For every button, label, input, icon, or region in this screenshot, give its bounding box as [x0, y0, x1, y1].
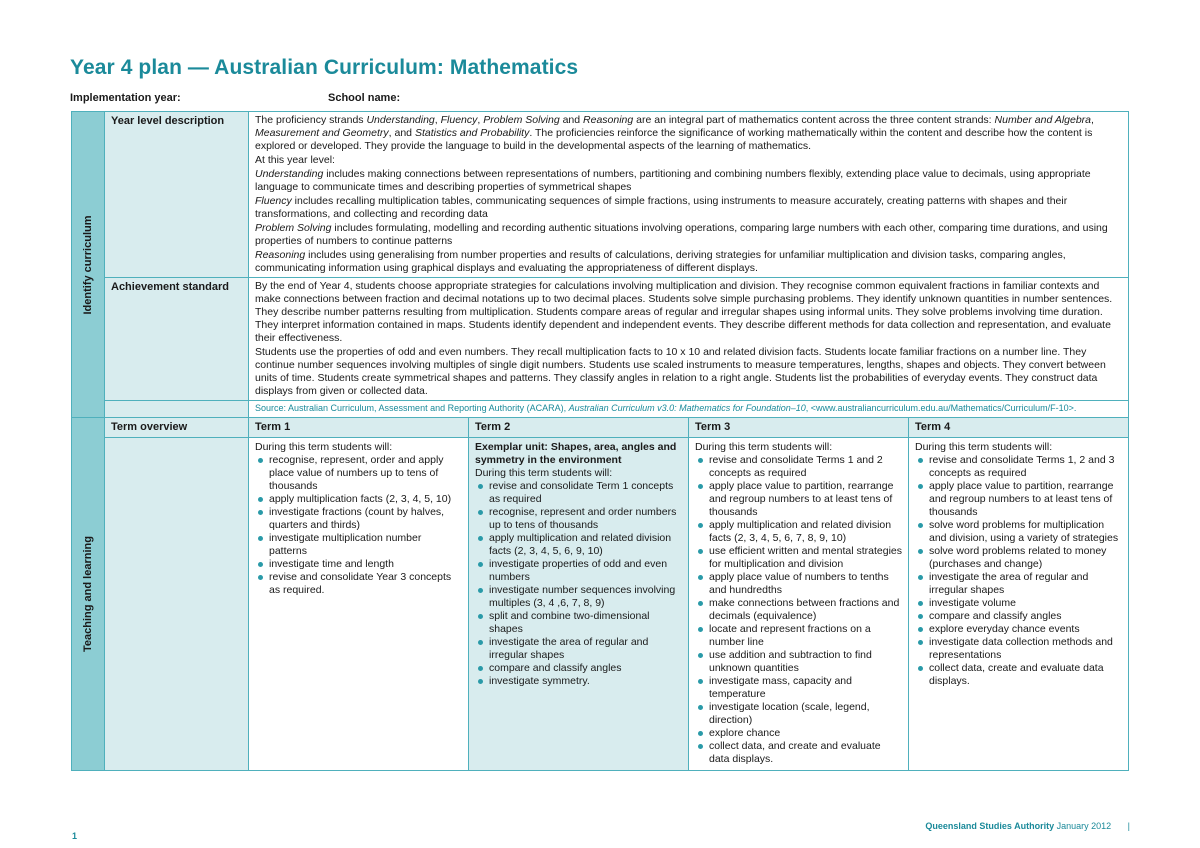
- list-item: investigate the area of regular and irregular shapes: [475, 636, 682, 662]
- identify-curriculum-section: [72, 112, 105, 418]
- term-4-heading: Term 4: [909, 418, 1129, 438]
- term-1-lead: During this term students will:: [255, 441, 393, 453]
- term-1-content: [249, 438, 469, 771]
- proficiency-intro: The proficiency strands Understanding, Fluency, Problem Solving and Reasoning are an integral part of mathematics content across the three content strands: Number and Algebra, Measurement and Geometry, and Statistics and Probability. The proficiencies reinforce the significance of working mathematically within the content and describe how the content is explored or developed. They provide the language to build in the developmental aspects of the learning of mathematics.: [255, 114, 1094, 152]
- term-1-heading: Term 1: [249, 418, 469, 438]
- achievement-row: [72, 278, 1129, 401]
- term-4-list: [915, 454, 1122, 688]
- term-overview-heading: Term overview: [105, 418, 249, 438]
- understanding-strand: Understanding includes making connections between representations of numbers, partitioning and combining numbers flexibly, extending place value to decimals, using appropriate language to communicate times and describing properties of symmetrical shapes: [255, 168, 1091, 193]
- fluency-strand: Fluency includes recalling multiplication tables, communicating sequences of simple fractions, using instruments to measure accurately, creating patterns with shapes and their transformations, and collecting and recording data: [255, 195, 1068, 220]
- list-item: compare and classify angles: [475, 662, 682, 675]
- term-content-row: [72, 438, 1129, 771]
- list-item: revise and consolidate Term 1 concepts as required: [475, 480, 682, 506]
- list-item: investigate number sequences involving multiples (3, 4 ,6, 7, 8, 9): [475, 584, 682, 610]
- year-level-heading: Year level description: [105, 112, 249, 278]
- list-item: collect data, and create and evaluate data displays.: [695, 740, 902, 766]
- identify-curriculum-label: Identify curriculum: [82, 214, 94, 315]
- list-item: apply multiplication and related division facts (2, 3, 4, 5, 6, 7, 8, 9, 10): [695, 519, 902, 545]
- list-item: revise and consolidate Year 3 concepts as required.: [255, 571, 462, 597]
- year-level-description: [249, 112, 1129, 278]
- page-number: 1: [72, 831, 78, 841]
- reasoning-strand: Reasoning includes using generalising from number properties and results of calculations, deriving strategies for unfamiliar multiplication and division tasks, comparing angles, communicating information using graphical displays and evaluating the appropriateness of different displays.: [255, 249, 1066, 274]
- list-item: investigate volume: [915, 597, 1122, 610]
- footer-org: Queensland Studies Authority: [925, 821, 1055, 831]
- list-item: recognise, represent, order and apply place value of numbers up to tens of thousands: [255, 454, 462, 493]
- list-item: solve word problems related to money (purchases and change): [915, 545, 1122, 571]
- footer-date: January 2012: [1056, 821, 1112, 831]
- achievement-para-1: By the end of Year 4, students choose appropriate strategies for calculations involving multiplication and division. They recognise common equivalent fractions in familiar contexts and make connections between fraction and decimal notations up to two decimal places. Students solve simple purchasing problems. They identify unknown quantities in number sentences. They describe number patterns resulting from multiplication. Students compare areas of regular and irregular shapes using informal units. They solve problems involving time duration. They interpret information contained in maps. Students identify dependent and independent events. They describe different methods for data collection and representation, and evaluate their effectiveness.: [255, 280, 1113, 344]
- list-item: investigate location (scale, legend, direction): [695, 701, 902, 727]
- footer-publisher: [925, 821, 1130, 831]
- list-item: apply place value to partition, rearrange and regroup numbers to at least tens of thousands: [695, 480, 902, 519]
- list-item: apply place value of numbers to tenths and hundredths: [695, 571, 902, 597]
- term-4-lead: During this term students will:: [915, 441, 1053, 453]
- list-item: investigate mass, capacity and temperature: [695, 675, 902, 701]
- term-1-list: [255, 454, 462, 597]
- term-2-list: [475, 480, 682, 688]
- list-item: apply multiplication facts (2, 3, 4, 5, 10): [255, 493, 462, 506]
- term-3-list: [695, 454, 902, 766]
- term-content-spacer: [105, 438, 249, 771]
- source-row-spacer: [105, 401, 249, 418]
- list-item: apply place value to partition, rearrange and regroup numbers to at least tens of thousands: [915, 480, 1122, 519]
- term-2-heading: Term 2: [469, 418, 689, 438]
- term-header-row: [72, 418, 1129, 438]
- term-3-content: [689, 438, 909, 771]
- list-item: compare and classify angles: [915, 610, 1122, 623]
- page-title: Year 4 plan — Australian Curriculum: Mathematics: [70, 56, 579, 79]
- teaching-learning-label: Teaching and learning: [82, 536, 94, 652]
- list-item: split and combine two-dimensional shapes: [475, 610, 682, 636]
- list-item: explore everyday chance events: [915, 623, 1122, 636]
- teaching-learning-section: [72, 418, 105, 771]
- term-2-lead: During this term students will:: [475, 467, 613, 479]
- list-item: solve word problems for multiplication and division, using a variety of strategies: [915, 519, 1122, 545]
- term-3-heading: Term 3: [689, 418, 909, 438]
- achievement-standard-text: [249, 278, 1129, 401]
- term-2-content: [469, 438, 689, 771]
- exemplar-unit-title: Exemplar unit: Shapes, area, angles and symmetry in the environment: [475, 441, 677, 466]
- source-row: [72, 401, 1129, 418]
- list-item: investigate fractions (count by halves, quarters and thirds): [255, 506, 462, 532]
- list-item: make connections between fractions and decimals (equivalence): [695, 597, 902, 623]
- list-item: revise and consolidate Terms 1 and 2 concepts as required: [695, 454, 902, 480]
- list-item: apply multiplication and related division facts (2, 3, 4, 5, 6, 9, 10): [475, 532, 682, 558]
- list-item: investigate symmetry.: [475, 675, 682, 688]
- implementation-year-label: Implementation year:: [70, 92, 181, 104]
- list-item: use addition and subtraction to find unknown quantities: [695, 649, 902, 675]
- list-item: collect data, create and evaluate data displays.: [915, 662, 1122, 688]
- school-name-label: School name:: [328, 92, 401, 104]
- year-level-row: [72, 112, 1129, 278]
- list-item: investigate time and length: [255, 558, 462, 571]
- achievement-standard-heading: Achievement standard: [105, 278, 249, 401]
- footer-divider: |: [1127, 821, 1130, 831]
- list-item: revise and consolidate Terms 1, 2 and 3 concepts as required: [915, 454, 1122, 480]
- list-item: investigate multiplication number patterns: [255, 532, 462, 558]
- list-item: investigate properties of odd and even numbers: [475, 558, 682, 584]
- list-item: investigate the area of regular and irregular shapes: [915, 571, 1122, 597]
- term-4-content: [909, 438, 1129, 771]
- list-item: use efficient written and mental strategies for multiplication and division: [695, 545, 902, 571]
- list-item: recognise, represent and order numbers up to tens of thousands: [475, 506, 682, 532]
- year-plan-table: [71, 111, 1129, 771]
- term-3-lead: During this term students will:: [695, 441, 833, 453]
- list-item: investigate data collection methods and representations: [915, 636, 1122, 662]
- list-item: explore chance: [695, 727, 902, 740]
- list-item: locate and represent fractions on a number line: [695, 623, 902, 649]
- source-citation: Source: Australian Curriculum, Assessment and Reporting Authority (ACARA), Australian Curriculum v3.0: Mathematics for Foundation–10, <www.australiancurriculum.edu.au/Mathematics/Curriculum/F-10>.: [249, 401, 1129, 418]
- at-this-level: At this year level:: [255, 154, 335, 166]
- achievement-para-2: Students use the properties of odd and even numbers. They recall multiplication facts to 10 x 10 and related division facts. Students locate familiar fractions on a number line. They continue number sequences involving multiples of single digit numbers. Students use scaled instruments to measure temperatures, lengths, shapes and objects. They convert between units of time. Students create symmetrical shapes and patterns. They classify angles in relation to a right angle. Students list the probabilities of everyday events. They construct data displays from given or collected data.: [255, 346, 1106, 397]
- problem-solving-strand: Problem Solving includes formulating, modelling and recording authentic situations involving operations, comparing large numbers with each other, comparing time durations, and using properties of numbers to continue patterns: [255, 222, 1108, 247]
